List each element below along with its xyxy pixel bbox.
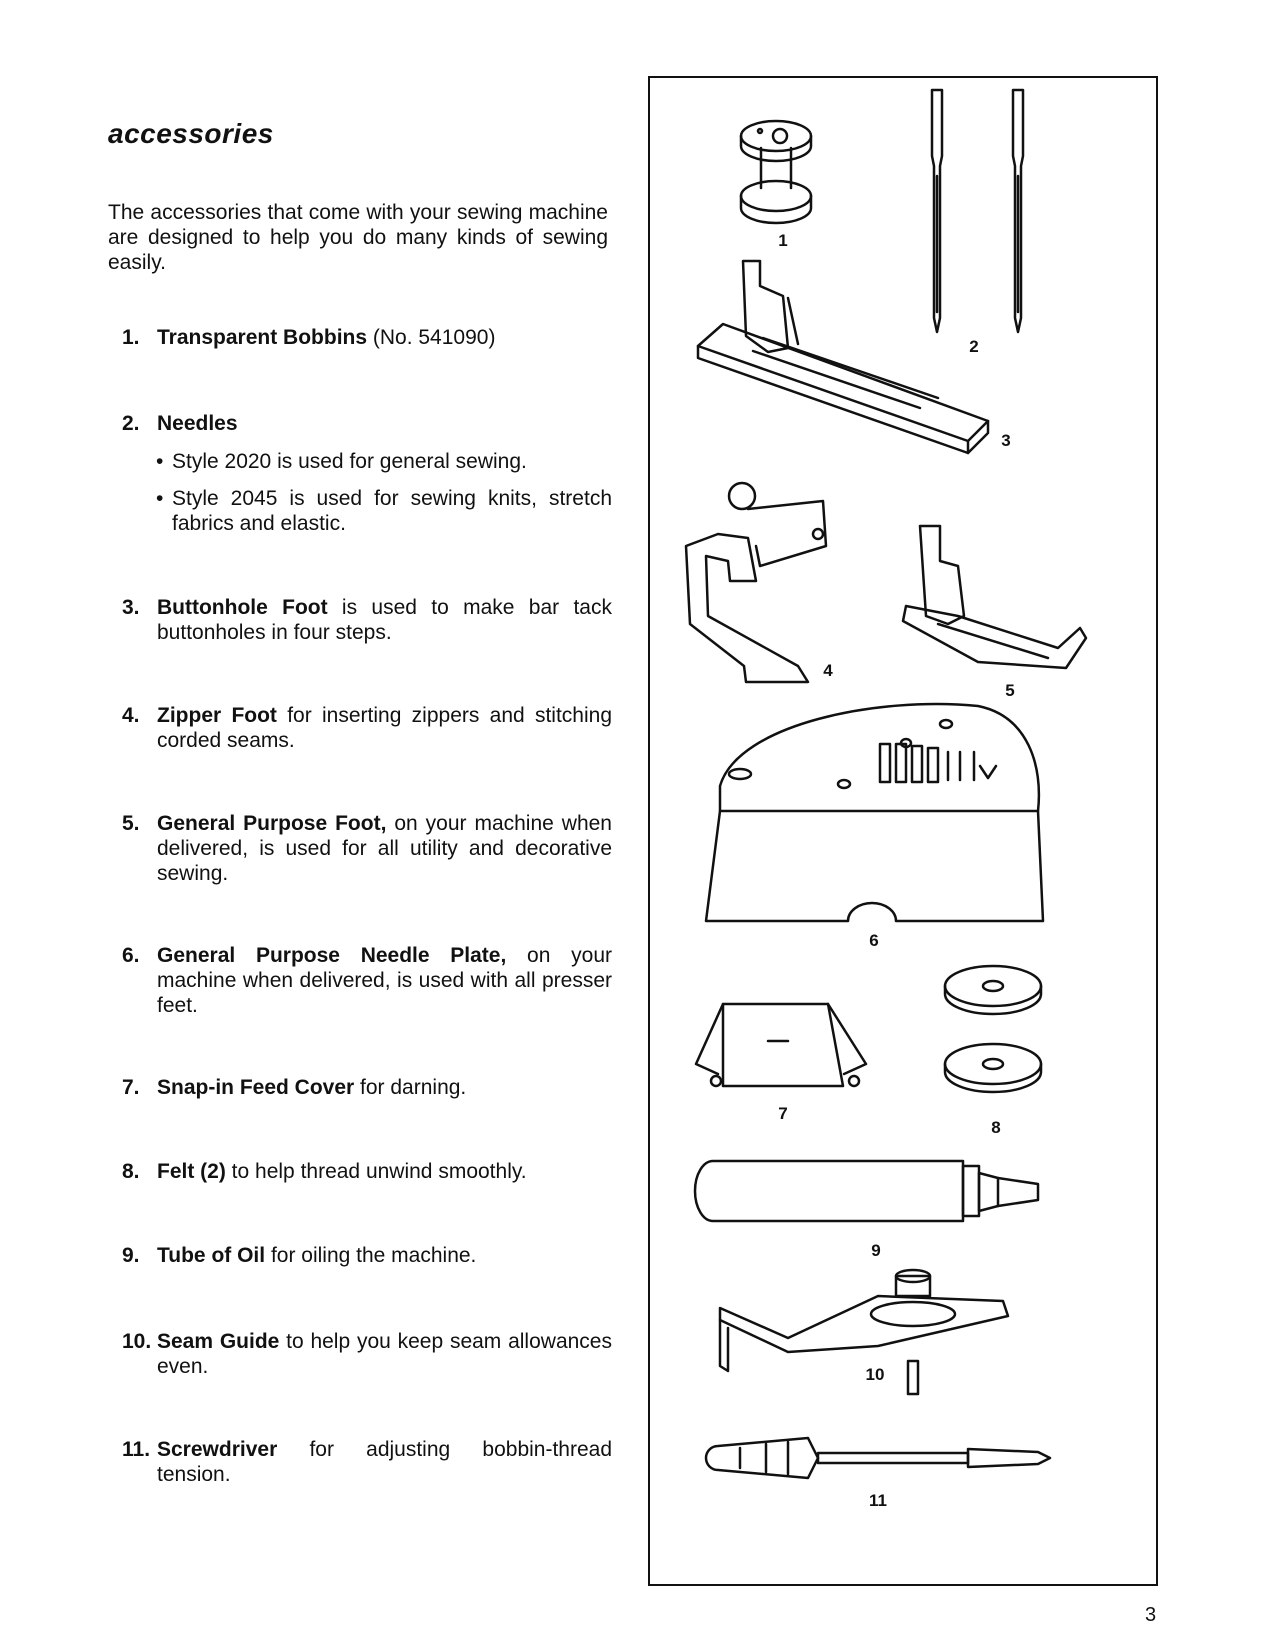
bullet-text: Style 2020 is used for general sewing.: [172, 450, 527, 473]
item-title: Zipper Foot: [157, 704, 277, 727]
seam-guide-drawing: [720, 1270, 1008, 1394]
figure-label: 7: [778, 1104, 788, 1123]
buttonhole-foot-drawing: [698, 261, 988, 453]
item-description: on your machine when delivered, is used with all presser feet.: [157, 944, 613, 1017]
item-title: Needles: [157, 412, 238, 435]
item-title: General Purpose Needle Plate,: [157, 944, 507, 967]
list-item-screwdriver: [122, 1437, 612, 1487]
item-description: (No. 541090): [367, 326, 496, 349]
item-title: Buttonhole Foot: [157, 596, 328, 619]
figure-label: 6: [869, 931, 879, 950]
list-item-felt: [122, 1159, 612, 1184]
item-number: 7.: [122, 1076, 140, 1099]
zipper-foot-drawing: [686, 483, 826, 682]
list-item-needle-plate: [122, 943, 612, 1018]
item-number: 6.: [122, 944, 140, 967]
item-description: for darning.: [354, 1076, 467, 1099]
list-item-needles: [122, 411, 612, 436]
oil-tube-drawing: [695, 1161, 1038, 1221]
item-description: to help you keep seam allowances even.: [157, 1330, 612, 1378]
item-title: Screwdriver: [157, 1438, 278, 1461]
item-title: Tube of Oil: [157, 1244, 266, 1267]
list-item-buttonhole-foot: [122, 595, 612, 645]
item-number: 3.: [122, 596, 140, 619]
figure-label: 11: [869, 1491, 887, 1510]
item-description: is used to make bar tack buttonholes in four steps.: [157, 596, 612, 644]
item-number: 10.: [122, 1330, 152, 1353]
item-number: 2.: [122, 412, 140, 435]
item-title: Seam Guide: [157, 1330, 280, 1353]
list-item-general-purpose-foot: [122, 811, 612, 886]
figure-label: 3: [1001, 431, 1011, 450]
list-item-zipper-foot: [122, 703, 612, 753]
item-number: 9.: [122, 1244, 140, 1267]
list-item-tube-of-oil: [122, 1243, 612, 1268]
list-item-bobbins: [122, 325, 612, 350]
page-number: 3: [1145, 1604, 1157, 1626]
item-number: 8.: [122, 1160, 140, 1183]
needle-bullet-2020: [156, 449, 612, 474]
item-description: for adjusting bobbin-thread tension.: [157, 1438, 612, 1486]
felt-drawing: [945, 966, 1041, 1092]
page-title: accessories: [108, 118, 274, 149]
bullet-dot: •: [156, 450, 164, 473]
needles-drawing: [932, 90, 1023, 332]
needle-bullet-2045: [156, 486, 612, 536]
figure-label: 2: [969, 337, 979, 356]
bullet-dot: •: [156, 487, 164, 510]
item-description: for inserting zippers and stitching corded seams.: [157, 704, 613, 752]
figure-label: 8: [991, 1118, 1001, 1137]
item-description: to help thread unwind smoothly.: [225, 1160, 527, 1183]
bullet-text: Style 2045 is used for sewing knits, stretch fabrics and elastic.: [172, 487, 612, 535]
item-number: 5.: [122, 812, 140, 835]
item-number: 4.: [122, 704, 140, 727]
accessories-illustration: [648, 76, 1158, 1586]
figure-label: 5: [1005, 681, 1015, 700]
figure-label: 9: [871, 1241, 881, 1260]
needle-plate-drawing: [706, 704, 1043, 921]
general-purpose-foot-drawing: [903, 526, 1086, 668]
figure-label: 4: [823, 661, 833, 680]
item-title: Felt (2): [157, 1160, 226, 1183]
item-description: on your machine when delivered, is used for all utility and decorative sewing.: [157, 812, 612, 885]
item-title: General Purpose Foot,: [157, 812, 387, 835]
bobbin-drawing: [741, 121, 811, 223]
feed-cover-drawing: [696, 1004, 866, 1086]
list-item-seam-guide: [122, 1329, 612, 1379]
figure-label: 10: [865, 1365, 885, 1384]
item-title: Transparent Bobbins: [157, 326, 368, 349]
item-number: 1.: [122, 326, 140, 349]
item-description: for oiling the machine.: [265, 1244, 477, 1267]
item-title: Snap-in Feed Cover: [157, 1076, 355, 1099]
screwdriver-drawing: [706, 1438, 1050, 1478]
item-number: 11.: [122, 1438, 151, 1461]
intro-paragraph: The accessories that come with your sewing machine are designed to help you do many kinds of sewing easily.: [108, 201, 608, 274]
list-item-feed-cover: [122, 1075, 612, 1100]
figure-label: 1: [778, 231, 788, 250]
